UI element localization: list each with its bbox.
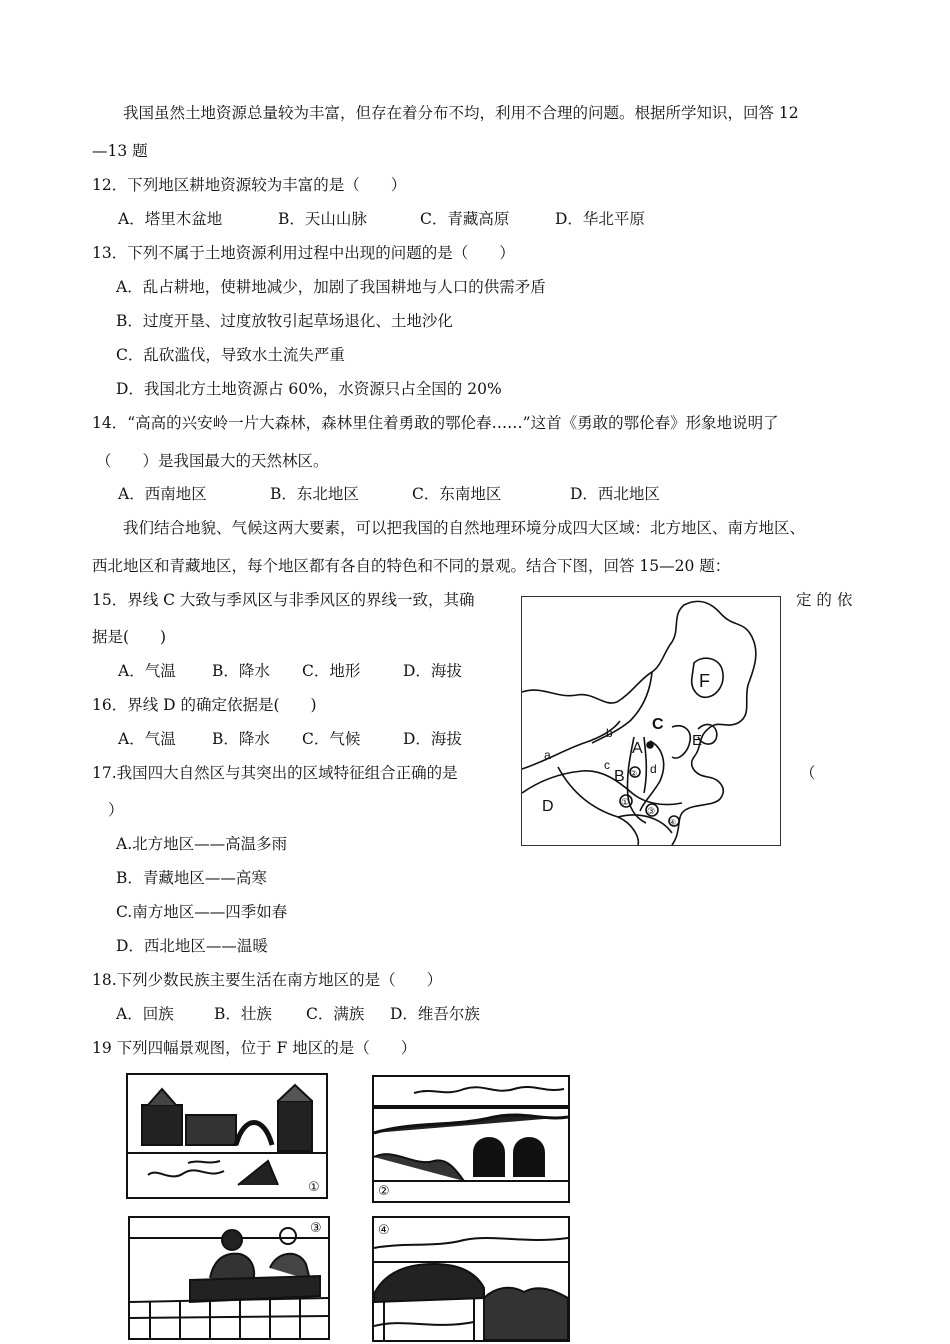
question-12-stem: 12．下列地区耕地资源较为丰富的是（ ） (92, 176, 407, 194)
map-label-a: A (632, 740, 643, 757)
q17-option-c: C.南方地区——四季如春 (116, 903, 288, 921)
question-17-line-2: ） (108, 801, 124, 819)
map-label-b: B (614, 768, 625, 785)
map-label-f: F (699, 671, 710, 691)
scene-2-drawing (374, 1077, 568, 1201)
q12-option-b: B．天山山脉 (278, 210, 367, 228)
question-15-line-2: 据是( ) (92, 628, 167, 646)
map-label-3: ③ (647, 806, 656, 816)
q12-option-a: A．塔里木盆地 (118, 210, 223, 228)
q17-option-a: A.北方地区——高温多雨 (116, 835, 288, 853)
map-label-1: ① (621, 797, 630, 807)
question-13-stem: 13．下列不属于土地资源利用过程中出现的问题的是（ ） (92, 244, 515, 262)
map-drawing (522, 597, 780, 845)
map-label-e: E (692, 732, 703, 749)
map-label-2: ② (630, 769, 638, 778)
intro-line-1: 我国虽然土地资源总量较为丰富，但存在着分布不均，利用不合理的问题。根据所学知识，回答 12 (123, 104, 799, 122)
q12-option-c: C．青藏高原 (420, 210, 510, 228)
map-label-4: ④ (669, 818, 677, 827)
map-label-a-lower: a (544, 748, 551, 762)
scene-1-number: ① (308, 1180, 320, 1195)
scene-3-number: ③ (310, 1221, 322, 1236)
q14-option-b: B．东北地区 (270, 485, 359, 503)
boundary-line-a-west (644, 737, 646, 793)
southern-province-boundary (618, 815, 672, 833)
question-16-stem: 16．界线 D 的确定依据是( ) (92, 696, 317, 714)
q13-option-a: A．乱占耕地，使耕地减少，加剧了我国耕地与人口的供需矛盾 (116, 278, 546, 296)
scene-1-drawing (128, 1075, 326, 1197)
scene-picture-3 (128, 1216, 330, 1340)
q15-option-b: B．降水 (212, 662, 270, 680)
scene-picture-2 (372, 1075, 570, 1203)
scene-2-number: ② (378, 1184, 390, 1199)
scene-4-drawing (374, 1218, 568, 1340)
boundary-line-c (592, 672, 652, 743)
q17-option-d: D．西北地区——温暖 (116, 937, 268, 955)
q18-option-d: D．维吾尔族 (390, 1005, 480, 1023)
map-label-d: D (542, 798, 554, 815)
question-14-line-2: （ ）是我国最大的天然林区。 (96, 452, 329, 470)
china-region-map (521, 596, 781, 846)
q14-option-c: C．东南地区 (412, 485, 502, 503)
q16-option-a: A．气温 (118, 730, 176, 748)
q16-option-d: D．海拔 (403, 730, 462, 748)
scene-4-number: ④ (378, 1223, 390, 1238)
intro2-line-1: 我们结合地貌、气候这两大要素，可以把我国的自然地理环境分成四大区域：北方地区、南方地区、 (123, 519, 806, 537)
question-17-line-1: 17.我国四大自然区与其突出的区域特征组合正确的是 (92, 764, 458, 782)
map-coastline (522, 601, 756, 845)
map-label-b-lower: b (606, 726, 613, 740)
question-17-line-1-end: （ (800, 764, 816, 782)
q15-option-a: A．气温 (118, 662, 176, 680)
q18-option-c: C．满族 (306, 1005, 365, 1023)
intro-line-2: —13 题 (92, 142, 148, 160)
scene-picture-1 (126, 1073, 328, 1199)
q13-option-b: B．过度开垦、过度放牧引起草场退化、土地沙化 (116, 312, 453, 330)
q14-option-d: D．西北地区 (570, 485, 660, 503)
q14-option-a: A．西南地区 (118, 485, 207, 503)
q12-option-d: D．华北平原 (555, 210, 645, 228)
q15-option-c: C．地形 (302, 662, 361, 680)
q18-option-b: B．壮族 (214, 1005, 272, 1023)
q13-option-c: C．乱砍滥伐，导致水土流失严重 (116, 346, 345, 364)
q15-option-d: D．海拔 (403, 662, 462, 680)
bohai-coast (672, 726, 690, 758)
question-19-stem: 19 下列四幅景观图，位于 F 地区的是（ ） (92, 1039, 417, 1057)
map-label-d-lower: d (650, 762, 657, 776)
q17-option-b: B．青藏地区——高寒 (116, 869, 267, 887)
q18-option-a: A．回族 (116, 1005, 174, 1023)
question-18-stem: 18.下列少数民族主要生活在南方地区的是（ ） (92, 971, 443, 989)
q13-option-d: D．我国北方土地资源占 60%，水资源只占全国的 20% (116, 380, 502, 398)
intro2-line-2: 西北地区和青藏地区，每个地区都有各自的特色和不同的景观。结合下图，回答 15—20 题： (92, 557, 731, 575)
question-14-line-1: 14．“高高的兴安岭一片大森林，森林里住着勇敢的鄂伦春……”这首《勇敢的鄂伦春》形象地说明了 (92, 414, 779, 432)
q16-option-c: C．气候 (302, 730, 361, 748)
question-15-line-1-end: 定 的 依 (796, 591, 853, 609)
scene-3-drawing (130, 1218, 328, 1338)
city-dot (647, 742, 653, 748)
question-15-line-1: 15．界线 C 大致与季风区与非季风区的界线一致，其确 (92, 591, 475, 609)
scene-picture-4 (372, 1216, 570, 1342)
map-label-c-lower: c (604, 758, 610, 772)
q16-option-b: B．降水 (212, 730, 270, 748)
map-label-c: C (652, 716, 664, 733)
